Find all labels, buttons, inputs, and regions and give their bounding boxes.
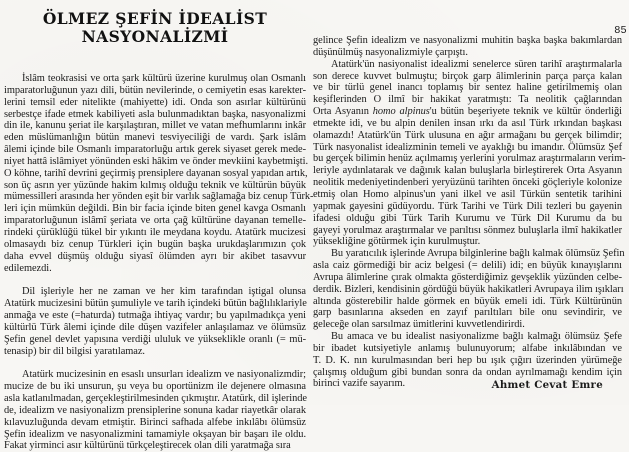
text-line: âlemi içinde bile Osmanlı imparatorluğu artık gerek siyaset gerek mede- [4,144,306,156]
text-line: olmasaydı biz cenup Türkleri için bugün başka urukdaşlarımızın çok [4,238,306,250]
right-column-body [313,35,626,390]
paragraph [4,369,306,452]
paragraph [4,73,314,274]
title-line: NASYONALİZMİ [81,27,229,46]
text-line: tenasip) bir dil bilgisi yaratılamaz. [4,345,145,357]
text-line: düşünülmüş nasyonalizmiyle çarpıştı. [313,46,468,58]
text-line: din ile, kanunu şeriat ile karşılaştıran, millet ve vatan mefhumlarını inkâr [4,120,306,132]
text-line: Fakat yirminci asır kültürünü türkçeleştirecek olan dili yaratmağa sıra [4,440,291,452]
text-line: de, idealizm ve nasiyonalizm prensiplerine sonuna kadar riayetkâr olarak [4,404,306,416]
text-line: Atatürk'ün nasiyonalist idealizmi senelerce süren tarihî araştırmalarla [331,58,622,70]
text-line: lerini temsil eder nitelikte (mahiyette) idi. Onda son asırlar kültürünü [4,96,306,108]
text-line: leriyle aydınlatarak ve dağınık kalan buluşlarla birleştirerek Orta Asyanın [313,165,622,177]
text-line: Orta Asyanın homo alpinus'u bütün beşeriyete teknik ve kültür önderliği [313,106,623,118]
text-line: olamazdı! Atatürk'ün Türk ulusuna en ağır armağanı bu gerçek bilimdir; [313,129,622,141]
text-line: daha evvel düşmüş olduğu siyasî ölümden ayrı bir akibet tasavvur [4,250,306,262]
text-line: Atatürk mucizesini bütün şumuliyle ve tarih içindeki bütün bağlılıklariyle [4,298,307,310]
text-line: O köhne, tarihî devrini geçirmiş prensiplere dayanan sosyal yapıdan artık, [4,167,308,179]
text-line: altında gösterebilir halde görmek en büyük emeli idi. Türk Kültürünün [313,295,622,307]
text-line: niyet hattâ islâmiyet yönünden eski hâkim ve önder mevkiini kaybetmişti. [4,155,309,167]
text-line: neolitik medeniyetindenberi yeryüzünü tarihten önceki göçleriyle kolonize [313,177,622,189]
text-line: Şefin idealizm ve nasyonalizmini tamamiyle okşayan bir başarı ile oldu. [4,428,306,440]
text-line: garp basınlarına akseden en zayıf parıltıları bile onu sevindirir, ve [313,307,622,319]
text-line: kılavuzluğunda devam etmiştir. Birinci safhada alfebe inkılâbı ölümsüz [4,416,306,428]
text-line: Atatürk mucizesinin en esaslı unsurları idealizm ve nasiyonalizmdir; [22,369,306,381]
text-line: ifadesi olduğu gibi Türk Tarih Kurumu ve Türk Dil Kurumu da bu [313,212,622,224]
text-line: geleceğe olan sarsılmaz ümitlerini kuvvetlendirirdi. [313,319,525,331]
text-line: Bu amaca ve bu idealist nasiyonalizme bağlı kalmağı ölümsüz Şefe [331,331,622,343]
text-line: rindeki çürüklüğü tükel bir yıkıntı ile meydana koydu. Atatürk mucizesi [4,226,306,238]
article-title [4,0,306,46]
text-line: edilemezdi. [4,262,52,274]
text-line: ve bir türlü genel inancı toplamış bir sentez haline getirilmemiş olan [313,82,622,94]
text-line: çalışmış olduğum gibi bundan sonra da ondan ayrılmamağı kendim için [313,366,622,378]
text-line: derdik. Bizleri, kendisinin gördüğü büyük hakikatleri Avrupaya ilim ışıkları [313,283,624,295]
text-line: mucize de bu iki unsurun, şu veya bu oportünizm ile dejenere olmasına [4,381,306,393]
text-line: asla katlanılmadan, gerçekleştirilmesinden çıkmıştır. Atatürk, dil işlerinde [4,393,307,405]
text-line: keşiflerinden O ilmî bir hakikat yaratmıştı: Ta neolitik çağlarından [313,94,622,106]
text-line: Dil işleriyle her ne zaman ve her kim tarafından iştigal olunsa [22,286,306,298]
text-line: gayeyi yorulmaz araştırmalar ve parıltısı sönmez buluşlarla ilmî hakikatler [313,224,622,236]
paragraph-gap [4,357,306,369]
text-line: etmiş olan Homo alpinus'un yani ilkel ve asil Türkün sentetik tarihini [313,188,622,200]
text-line: imparatorluğunun yazı dili, bütün nevilerinde, o cemiyetin esas karekter- [4,84,306,96]
paragraph [4,286,306,357]
paragraph [313,35,622,59]
text-line: anmağa ve este (=haturda) tutmağa ihtiyaç vardır; bu yapılmadıkça yeni [4,310,306,322]
italic-term: homo alpinus [372,106,430,118]
paragraph [313,58,626,249]
page-number: 85 [614,24,627,36]
text-line: Türk nasyonalist idealizminin temeli ve ayaklığı bu imandır. Ölümsüz Şef [313,141,622,153]
text-line: son üç asrın yer yüzünde hakim kılmış olduğu teknik ve kültürün büyük [4,179,306,191]
text-line: eden müslümanlığın bütün manevi tesviyeciliği de vardı. Şark islâm [4,132,306,144]
text-line: son derece kuvvet bulmuştu; birçok garp âlimlerinin parça parça kalan [313,70,622,82]
left-column [4,0,314,452]
text-line: imparatorluğunun islâmî şeriata ve orta çağ kültürüne dayanan temelle- [4,215,306,227]
text-line: gelince Şefin idealizm ve nasyonalizmi muhitin başka başka bakımlardan [313,35,622,46]
text-line: bir ibadet kutsiyetiyle anlamış bulunuyorum; alfabe inkılâbından ve [313,342,622,354]
paragraph-gap [4,274,306,286]
text-line: serbestçe ifade etmek kabiliyeti asla bulunmadıktan başka, nasyonalizmi [4,108,306,120]
text-line: Bu yaratıcılık işlerinde Avrupa bilginlerine bağlı kalmak ölümsüz Şefin [331,248,625,260]
text-line: mümessilleri arasında her yönden eşit bir varlık sağlamağa biz cenup Türk- [4,191,314,203]
text-line: kültürlü Türk âlemi içinde dile düşen vazifeler anlaşılamaz ve ölümsüz [4,321,306,333]
text-line: asla caiz görmediği bir aciz belgesi (= delili) idi; en büyük kınayışlarını [313,260,622,272]
text-line: Şefin genel devlet yapısına verdiği ululuk ve yükseklikle oranlı (= mü- [4,333,306,345]
text-line: etmekte idi, ve bu alpin denilen insan ırkı da asıl Türk ırkından başkası [313,117,622,129]
text-line: bu gerçek bilimin henüz açılmamış yerlerini yorulmaz araştırmaların verim- [313,153,626,165]
author-signature: Ahmet Cevat Emre [491,379,603,391]
title-line: ÖLMEZ ŞEFİN İDEALİST [42,9,268,28]
text-line: yapmak gayesini güdüyordu. Türk Tarihi ve Türk Dili tezleri bu gayenin [313,200,622,212]
right-column [313,0,626,390]
left-column-body [4,73,314,452]
text-line: leri için mümkün değildi. Bin bir facia içinde biten genel kavga Osmanlı [4,203,306,215]
text-line: birinci vazife sayarım. [313,378,406,390]
text-line: Avrupa âlimlerine çırak olmakta gösterdiğimiz gevşeklik yüzünden celbe- [313,271,622,283]
text-line: T. D. K. nın kurulmasından beri hep bu ışık çığırı üzerinden yürümeğe [313,354,622,366]
text-line: İslâm teokrasisi ve orta şark kültürü üzerine kurulmuş olan Osmanlı [22,73,306,84]
text-line: yüksekliğine götürmek için kurulmuştur. [313,236,481,248]
paragraph [313,248,625,331]
